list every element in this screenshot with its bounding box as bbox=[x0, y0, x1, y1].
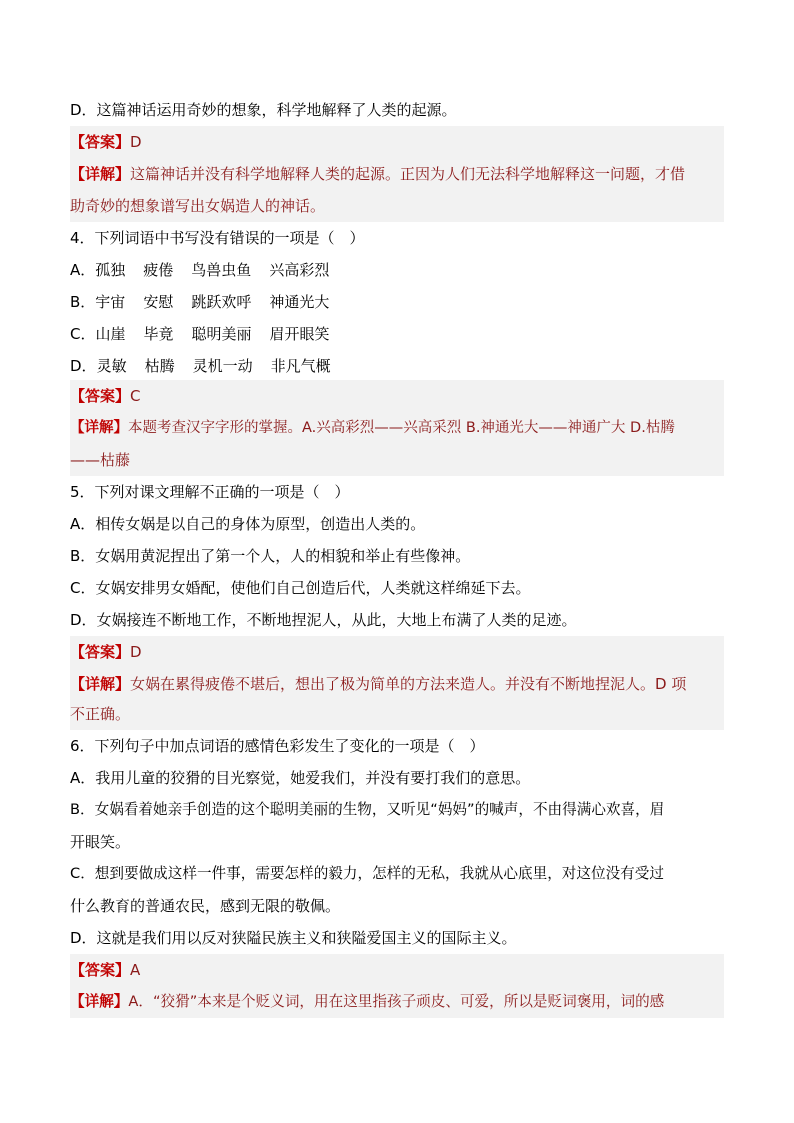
answer-value: D bbox=[130, 133, 142, 151]
option-word: 神通光大 bbox=[269, 293, 330, 311]
detail-line bbox=[70, 412, 724, 444]
option-c: C．女娲安排男女婚配，使他们自己创造后代，人类就这样绵延下去。 bbox=[70, 579, 531, 597]
detail-text: 本题考查汉字字形的掌握。A.兴高彩烈——兴高采烈 B.神通光大——神通广大 D.枯腾 bbox=[128, 420, 675, 436]
option-letter: D． bbox=[70, 357, 97, 375]
option-word: 宇宙 bbox=[95, 293, 126, 311]
detail-tag: 【详解】 bbox=[70, 420, 128, 436]
option-word: 鸟兽虫鱼 bbox=[191, 261, 252, 279]
option-letter: A． bbox=[70, 261, 96, 279]
option-letter: B． bbox=[70, 293, 96, 311]
answer-line bbox=[70, 954, 724, 986]
option-a bbox=[70, 254, 724, 286]
detail-line bbox=[70, 668, 724, 700]
option-b bbox=[70, 286, 724, 318]
answer-line bbox=[70, 380, 724, 412]
option-word: 灵机一动 bbox=[192, 357, 253, 375]
answer-tag: 【答案】 bbox=[70, 387, 131, 405]
option-a: A．相传女娲是以自己的身体为原型，创造出人类的。 bbox=[70, 515, 426, 533]
detail-tag: 【详解】 bbox=[70, 165, 131, 183]
detail-line: 不正确。 bbox=[70, 705, 131, 723]
answer-value: D bbox=[130, 643, 142, 661]
detail-text: 这篇神话并没有科学地解释人类的起源。正因为人们无法科学地解释这一问题，才借 bbox=[130, 165, 686, 183]
detail-text: 女娲在累得疲倦不堪后，想出了极为简单的方法来造人。并没有不断地捏泥人。D 项 bbox=[130, 675, 687, 693]
option-word: 聪明美丽 bbox=[191, 325, 252, 343]
detail-tag: 【详解】 bbox=[70, 993, 129, 1010]
option-word: 枯腾 bbox=[144, 357, 175, 375]
option-word: 山崖 bbox=[95, 325, 126, 343]
option-letter: C． bbox=[70, 325, 96, 343]
answer-line bbox=[70, 636, 724, 668]
detail-text: A．“狡猾”本来是个贬义词，用在这里指孩子顽皮、可爱，所以是贬词褒用，词的感 bbox=[128, 993, 665, 1010]
detail-tag: 【详解】 bbox=[70, 675, 131, 693]
option-word: 毕竟 bbox=[143, 325, 174, 343]
detail-line bbox=[70, 158, 724, 190]
option-word: 眉开眼笑 bbox=[269, 325, 330, 343]
option-d: D．女娲接连不断地工作，不断地捏泥人，从此，大地上布满了人类的足迹。 bbox=[70, 611, 577, 629]
option-d: D．这就是我们用以反对狭隘民族主义和狭隘爱国主义的国际主义。 bbox=[70, 929, 517, 947]
answer-tag: 【答案】 bbox=[70, 643, 131, 661]
option-a: A．我用儿童的狡猾的目光察觉，她爱我们，并没有要打我们的意思。 bbox=[70, 769, 531, 787]
answer-tag: 【答案】 bbox=[70, 133, 131, 151]
question-stem: 5．下列对课文理解不正确的一项是（ ） bbox=[70, 483, 350, 501]
option-word: 安慰 bbox=[143, 293, 174, 311]
detail-line: ——枯藤 bbox=[70, 451, 131, 469]
option-c: C．想到要做成这样一件事，需要怎样的毅力，怎样的无私，我就从心底里，对这位没有受过 bbox=[70, 865, 664, 882]
option-word: 孤独 bbox=[95, 261, 126, 279]
option-word: 跳跃欢呼 bbox=[191, 293, 252, 311]
option-d bbox=[70, 350, 724, 382]
answer-value: A bbox=[130, 961, 141, 979]
option-c-cont: 什么教育的普通农民，感到无限的敬佩。 bbox=[70, 897, 341, 915]
answer-line bbox=[70, 126, 724, 158]
answer-value: C bbox=[130, 387, 141, 405]
option-c bbox=[70, 318, 724, 350]
option-d: D．这篇神话运用奇妙的想象，科学地解释了人类的起源。 bbox=[70, 101, 457, 119]
option-b: B．女娲看着她亲手创造的这个聪明美丽的生物，又听见“妈妈”的喊声，不由得满心欢喜，眉 bbox=[70, 801, 665, 818]
option-word: 灵敏 bbox=[96, 357, 127, 375]
option-word: 兴高彩烈 bbox=[269, 261, 330, 279]
option-b: B．女娲用黄泥捏出了第一个人，人的相貌和举止有些像神。 bbox=[70, 547, 471, 565]
question-stem: 4．下列词语中书写没有错误的一项是（ ） bbox=[70, 229, 365, 247]
detail-line: 助奇妙的想象谱写出女娲造人的神话。 bbox=[70, 197, 326, 215]
option-word: 非凡气概 bbox=[270, 357, 331, 375]
option-b-cont: 开眼笑。 bbox=[70, 833, 131, 851]
option-word: 疲倦 bbox=[143, 261, 174, 279]
detail-line bbox=[70, 986, 724, 1018]
answer-tag: 【答案】 bbox=[70, 961, 131, 979]
question-stem: 6．下列句子中加点词语的感情色彩发生了变化的一项是（ ） bbox=[70, 737, 485, 755]
